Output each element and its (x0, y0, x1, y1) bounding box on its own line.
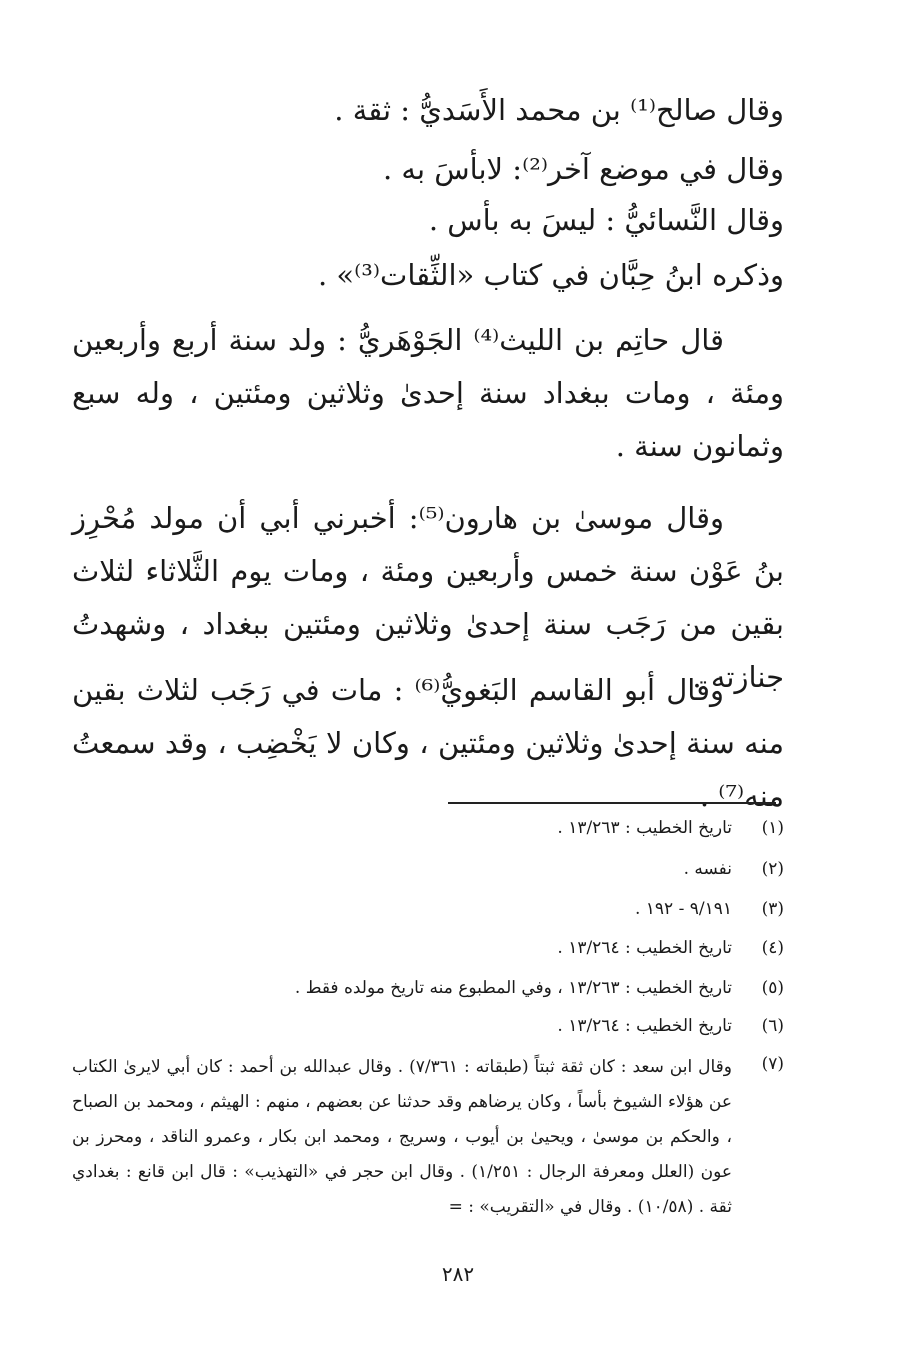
footnote-separator (448, 802, 776, 804)
footnote (72, 938, 784, 958)
footnote-text: ٩/١٩١ - ١٩٢ . (634, 899, 732, 919)
footnote (72, 818, 784, 838)
footnote-text: وقال ابن سعد : كان ثقة ثبتاً (طبقاته : ٧/٣٦١) . وقال عبدالله بن أحمد : كان أبي لايرىٰ الكتاب عن هؤلاء الشيوخ بأساً ، وكان يرضاهم وقد حدثنا عن بعضهم ، منهم : الهيثم ، ومحمد بن الصباح ، والحكم بن موسىٰ ، ويحيىٰ بن أيوب ، وسريج ، ومحمد ابن بكار ، وعمرو الناقد ، ومحرز بن عون (العلل ومعرفة الرجال : ١/٢٥١) . وقال ابن حجر في «التهذيب» : قال ابن قانع : بغدادي ثقة . (١٠/٥٨) . وقال في «التقريب» : = (72, 1057, 733, 1217)
paragraph: قال حاتِم بن الليث⁽⁴⁾ الجَوْهَريُّ : ولد سنة أربع وأربعين ومئة ، ومات ببغداد سنة إحدىٰ وثلاثين ومئتين ، وله سبع وثمانون سنة . (72, 323, 784, 463)
footnote-number: (٣) (761, 899, 784, 919)
paragraph: وقال أبو القاسم البَغويُّ⁽⁶⁾ : مات في رَجَب لثلاث بقين منه سنة إحدىٰ وثلاثين ومئتين ، وكان لا يَخْضِب ، وقد سمعتُ منه⁽⁷⁾ . (72, 673, 784, 813)
footnote-number: (٥) (761, 978, 784, 998)
footnote-text: تاريخ الخطيب : ١٣/٢٦٣ ، وفي المطبوع منه تاريخ مولده فقط . (294, 978, 732, 998)
footnote-number: (٢) (761, 859, 784, 879)
footnote-text: تاريخ الخطيب : ١٣/٢٦٤ . (557, 938, 732, 958)
footnote-text: تاريخ الخطيب : ١٣/٢٦٤ . (557, 1016, 732, 1036)
footnote (72, 1050, 784, 1225)
footnote-number: (٤) (761, 938, 784, 958)
footnote-number: (٦) (761, 1016, 784, 1036)
text-line: وذكره ابنُ حِبَّان في كتاب «الثِّقات⁽³⁾» . (317, 258, 784, 292)
footnote-text: نفسه . (683, 859, 732, 879)
footnote-number: (١) (761, 818, 784, 838)
footnote (72, 859, 784, 879)
paragraph: وقال موسىٰ بن هارون⁽⁵⁾: أخبرني أبي أن مولد مُحْرِز بنُ عَوْن سنة خمس وأربعين ومئة ، ومات يوم الثَّلاثاء لثلاث بقين من رَجَب سنة إحدىٰ وثلاثين ومئتين ببغداد ، وشهدتُ جنازته . (72, 501, 784, 694)
footnote-number: (٧) (761, 1054, 784, 1074)
footnote (72, 1016, 784, 1036)
footnote (72, 978, 784, 998)
text-line: وقال النَّسائيُّ : ليسَ به بأس . (428, 203, 784, 237)
text-line: وقال في موضع آخر⁽²⁾: لابأسَ به . (382, 152, 784, 186)
page-number: ٢٨٢ (441, 1262, 475, 1286)
text-line: وقال صالح⁽¹⁾ بن محمد الأَسَديُّ : ثقة . (334, 93, 784, 127)
footnote-text: تاريخ الخطيب : ١٣/٢٦٣ . (557, 818, 732, 838)
footnote (72, 899, 784, 919)
